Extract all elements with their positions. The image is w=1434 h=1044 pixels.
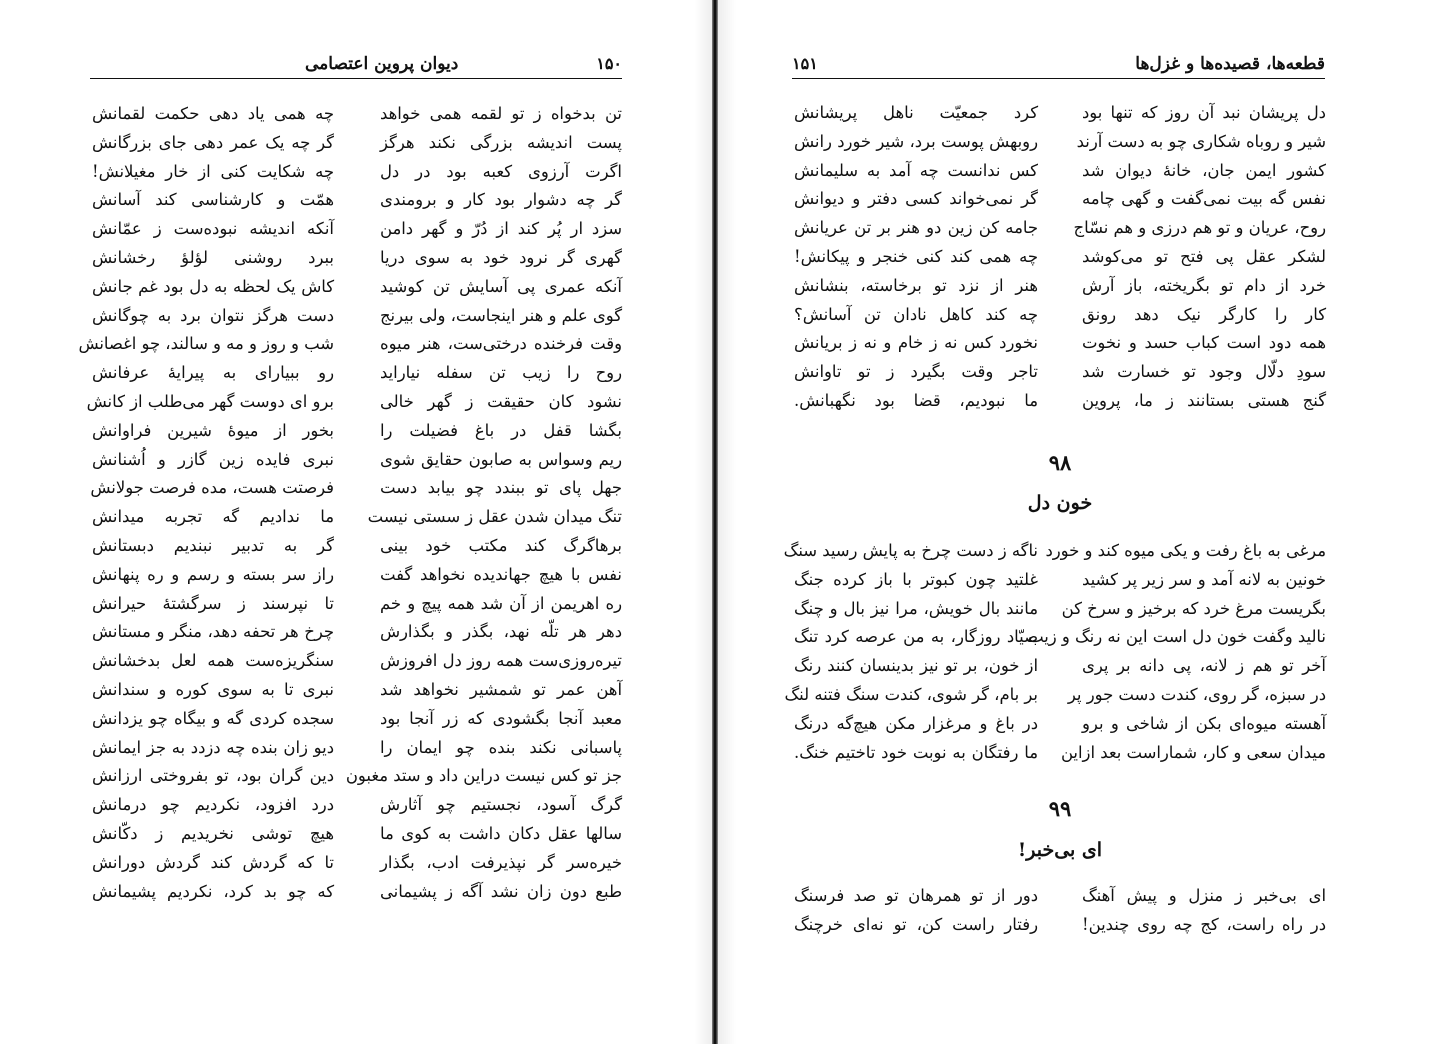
hemistich: ره اهریمن از آن شد همه پیچ و خم — [380, 593, 622, 613]
hemistich: آنکه اندیشه نبوده‌ست ز عمّانش — [92, 219, 334, 239]
hemistich: آهن عمر تو شمشیر نخواهد شد — [380, 679, 622, 699]
hemistich: راز سر بسته و رسم و ره پنهانش — [92, 564, 334, 584]
hemistich: نشود کان حقیقت ز گهر خالی — [380, 391, 622, 411]
hemistich: آنکه عمری پی آسایش تن کوشید — [380, 276, 622, 296]
hemistich: تا که گردش کند گردش دورانش — [92, 852, 334, 872]
hemistich: ما نبودیم، قضا بود نگهبانش. — [794, 390, 1038, 410]
hemistich: گهری گر نرود خود به سوی دریا — [380, 247, 622, 267]
verse-column-right — [1073, 99, 1326, 416]
hemistich: ببرد روشنی لؤلؤ رخشانش — [92, 247, 334, 267]
running-head — [792, 52, 1325, 79]
hemistich: رو ببیارای به پیرایهٔ عرفانش — [92, 363, 334, 383]
hemistich: نبری فایده زین گازر و اُشنانش — [92, 449, 334, 469]
hemistich: پست اندیشه بزرگی نکند هرگز — [380, 132, 622, 152]
verse-column-left — [794, 882, 1038, 940]
hemistich: تنگ میدان شدن عقل ز سستی نیست — [367, 507, 622, 527]
hemistich: دیو زان بنده چه دزدد به جز ایمانش — [92, 737, 334, 757]
page-number: ۱۵۱ — [792, 54, 818, 73]
hemistich: سزد ار پُر کند از دُرّ و گهر دامن — [380, 219, 622, 239]
hemistich: چه شکایت کنی از خار مغیلانش! — [92, 161, 334, 181]
hemistich: ریم وسواس به صابون حقایق شوی — [380, 449, 622, 469]
poem-title: ای بی‌خبر! — [1017, 839, 1103, 861]
running-head — [90, 52, 622, 79]
hemistich: کاش یک لحظه به دل بود غم جانش — [92, 276, 334, 296]
hemistich: دل پریشان نبد آن روز که تنها بود — [1082, 103, 1326, 122]
verse-column-left — [783, 537, 1038, 767]
hemistich: شب و روز و مه و سالند، چو اغصانش — [78, 334, 334, 354]
hemistich: بگشا قفل در باغ فضیلت را — [380, 420, 622, 440]
hemistich: نالید وگفت خون دل است این نه رنگ و زیب — [1028, 627, 1326, 647]
poem-title: خون دل — [1027, 492, 1093, 514]
hemistich: تا نپرسند ز سرگشتهٔ حیرانش — [92, 593, 334, 613]
hemistich: سنگریزه‌ست همه لعل بدخشانش — [92, 651, 334, 671]
hemistich: رفتار راست کن، تو نه‌ای خرچنگ — [794, 914, 1038, 934]
hemistich: چرخ هر تحفه دهد، منگر و مستانش — [92, 622, 334, 642]
verse-column-right — [345, 100, 622, 906]
verse-column-left — [794, 99, 1038, 416]
hemistich: گر چه یک عمر دهی جای بزرگانش — [92, 132, 334, 152]
hemistich: درد افزود، نکردیم چو درمانش — [92, 795, 334, 815]
hemistich: کشور ایمن جان، خانهٔ دیوان شد — [1082, 160, 1326, 180]
hemistich: فرصتت هست، مده فرصت جولانش — [90, 478, 334, 498]
hemistich: خونین به لانه آمد و سر زیر پر کشید — [1082, 569, 1326, 589]
running-title: دیوان پروین اعتصامی — [305, 54, 459, 74]
hemistich: ناگه ز دست چرخ به پایش رسید سنگ — [783, 541, 1038, 560]
hemistich: ما ندادیم گه تجربه میدانش — [92, 507, 334, 527]
hemistich: معبد آنجا بگشودی که زر آنجا بود — [380, 708, 622, 728]
page-number: ۱۵۰ — [596, 54, 622, 73]
hemistich: گرگ آسود، نجستیم چو آثارش — [380, 795, 622, 815]
hemistich: در راه راست، کج چه روی چندین! — [1082, 914, 1326, 934]
hemistich: نخورد کس نه ز خام و نه ز بریانش — [794, 333, 1038, 353]
hemistich: که چو بد کرد، نکردیم پشیمانش — [92, 881, 334, 901]
hemistich: وقت فرخنده درختی‌ست، هنر میوه — [380, 334, 622, 354]
hemistich: پاسبانی نکند بنده چو ایمان را — [380, 737, 622, 757]
hemistich: مرغی به باغ رفت و یکی میوه کند و خورد — [1045, 541, 1326, 560]
verse-column-right — [1028, 537, 1326, 767]
hemistich: کس ندانست چه آمد به سلیمانش — [794, 160, 1038, 180]
hemistich: گنج هستی بستانند ز ما، پروین — [1082, 390, 1326, 410]
hemistich: میدان سعی و کار، شماراست بعد ازاین — [1060, 742, 1326, 762]
hemistich: جامه کن زین دو هنر بر تن عریانش — [794, 218, 1038, 238]
hemistich: شیر و روباه شکاری چو به دست آرند — [1076, 131, 1326, 151]
hemistich: جهل پای تو ببندد چو بیابد دست — [380, 478, 622, 498]
hemistich: بخور از میوهٔ شیرین فراوانش — [92, 420, 334, 440]
hemistich: روبهش پوست برد، شیر خورد رانش — [794, 131, 1038, 151]
hemistich: گر چه دشوار بود کار و برومندی — [380, 190, 622, 210]
hemistich: گوی علم و هنر اینجاست، ولی بیرنج — [379, 305, 622, 325]
hemistich: نفس با هیچ جهاندیده نخواهد گفت — [380, 564, 622, 584]
hemistich: همّت و کارشناسی کند آسانش — [92, 190, 334, 210]
book-spine — [712, 0, 718, 1044]
hemistich: غلتید چون کبوتر با باز کرده جنگ — [794, 569, 1038, 589]
hemistich: تن بدخواه ز تو لقمه همی خواهد — [380, 104, 622, 123]
verse-column-left — [78, 100, 334, 906]
poem-number: ۹۸ — [1048, 450, 1072, 475]
hemistich: بر بام، گر شوی، کندت سنگ فتنه لنگ — [784, 684, 1038, 704]
hemistich: کرد جمعیّت ناهل پریشانش — [794, 103, 1038, 122]
poem-number: ۹۹ — [1048, 796, 1072, 821]
hemistich: دست هرگز نتوان برد به چوگانش — [92, 305, 334, 325]
hemistich: آهسته میوه‌ای بکن از شاخی و برو — [1082, 713, 1326, 733]
hemistich: در سبزه، گر روی، کندت دست جور پر — [1067, 684, 1326, 704]
hemistich: روح را زیب تن سفله نیاراید — [380, 363, 622, 383]
hemistich: برهاگرگ کند مکتب خود بینی — [380, 535, 622, 555]
hemistich: خیره‌سر گر نپذیرفت ادب، بگذار — [380, 852, 622, 872]
hemistich: هیچ توشی نخریدیم ز دکّانش — [92, 823, 334, 843]
hemistich: تیره‌روزی‌ست همه روز دل افروزش — [380, 651, 622, 671]
hemistich: نبری تا به سوی کوره و سندانش — [92, 679, 334, 699]
hemistich: چه همی کند کنی خنجر و پیکانش! — [794, 246, 1038, 266]
hemistich: گر نمی‌خواند کسی دفتر و دیوانش — [794, 189, 1038, 209]
hemistich: لشکر عقل پی فتح تو می‌کوشد — [1082, 246, 1326, 266]
hemistich: خرد از دام تو بگریخته، باز آرش — [1082, 275, 1326, 295]
hemistich: دور از تو همرهان تو صد فرسنگ — [794, 886, 1038, 905]
hemistich: جز تو کس نیست دراین داد و ستد مغبون — [345, 766, 622, 786]
hemistich: مانند بال خویش، مرا نیز بال و چنگ — [794, 598, 1038, 618]
hemistich: ما رفتگان به نوبت خود تاختیم خنگ. — [794, 742, 1038, 762]
hemistich: دهر هر تلّه نهد، بگذر و بگذارش — [380, 622, 622, 642]
hemistich: تاجر وقت بگیرد ز تو تاوانش — [794, 362, 1038, 382]
hemistich: برو ای دوست گهر می‌طلب از کانش — [86, 391, 334, 411]
hemistich: ای بی‌خبر ز منزل و پیش آهنگ — [1082, 886, 1326, 905]
hemistich: سودِ دلّال وجود تو خسارت شد — [1082, 362, 1326, 382]
hemistich: در باغ و مرغزار مکن هیچ‌گه درنگ — [794, 713, 1038, 733]
hemistich: دین گران بود، تو بفروختی ارزانش — [92, 766, 334, 786]
left-page — [0, 0, 712, 1044]
hemistich: کار را کارگر نیک دهد رونق — [1082, 304, 1326, 324]
verse-column-right — [1082, 882, 1326, 940]
hemistich: روح، عریان و تو هم درزی و هم نسّاج — [1073, 218, 1326, 238]
hemistich: سالها عقل دکان داشت به کوی ما — [380, 823, 622, 843]
hemistich: سجده کردی گه و بیگاه چو یزدانش — [92, 708, 334, 728]
hemistich: از خون، بر تو نیز بدینسان کنند رنگ — [794, 656, 1038, 676]
hemistich: آخر تو هم ز لانه، پی دانه بر پری — [1082, 656, 1326, 676]
hemistich: گر به تدبیر نبندیم دبستانش — [92, 535, 334, 555]
hemistich: نفس گه بیت نمی‌گفت و گهی چامه — [1082, 189, 1326, 209]
hemistich: طبع دون زان نشد آگه ز پشیمانی — [380, 881, 622, 901]
hemistich: چه همی یاد دهی حکمت لقمانش — [92, 104, 334, 123]
running-title: قطعه‌ها، قصیده‌ها و غزل‌ها — [1135, 54, 1325, 74]
hemistich: هنر از نزد تو برخاسته، بنشانش — [794, 275, 1038, 295]
hemistich: چه کند کاهل نادان تن آسانش؟ — [794, 304, 1038, 324]
hemistich: بگریست مرغ خرد که برخیز و سرخ کن — [1061, 598, 1326, 618]
hemistich: اگرت آرزوی کعبه بود در دل — [380, 161, 622, 181]
hemistich: صیّاد روزگار، به من عرصه کرد تنگ — [794, 627, 1038, 647]
right-page — [720, 0, 1434, 1044]
hemistich: همه دود است کباب حسد و نخوت — [1082, 333, 1326, 353]
